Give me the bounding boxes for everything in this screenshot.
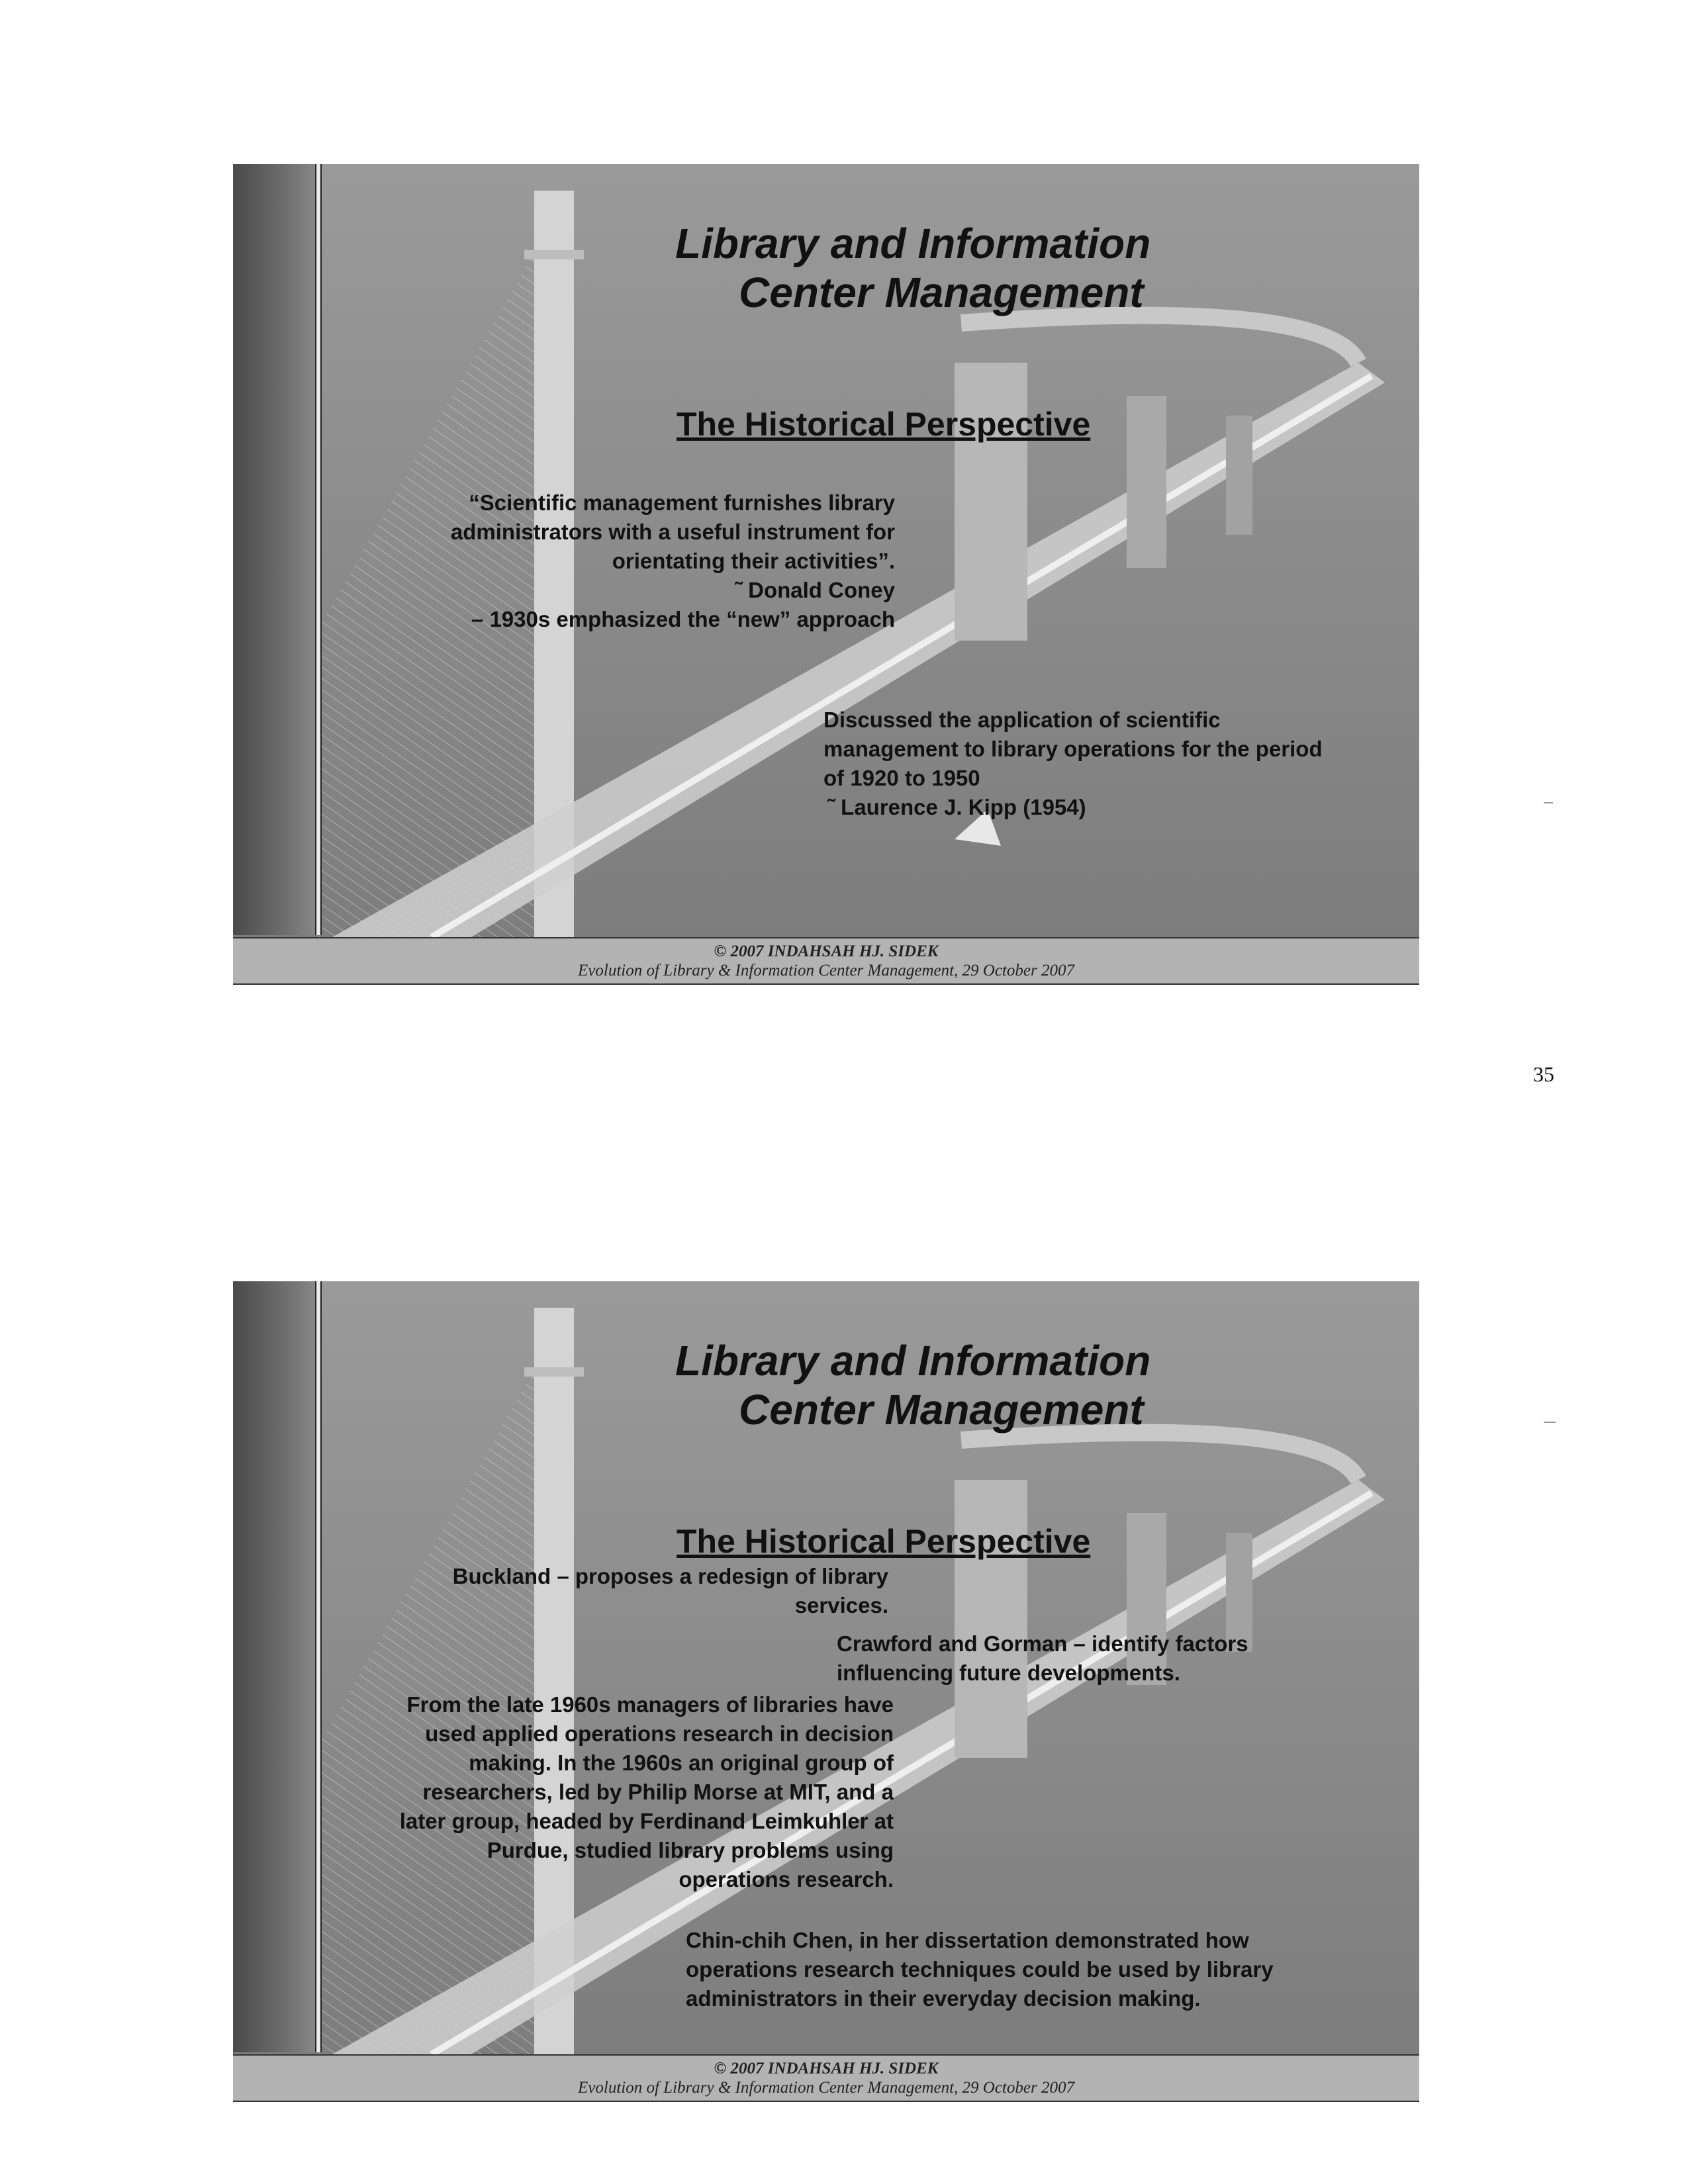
crawford-note — [837, 1629, 1248, 1688]
slide-title-line-2: Center Management — [739, 269, 1144, 316]
quote-attribution: ˜ Donald Coney — [734, 578, 895, 602]
operations-research-note — [332, 1690, 894, 1894]
slide-subtitle: The Historical Perspective — [677, 1523, 1091, 1560]
slide-subtitle: The Historical Perspective — [677, 406, 1091, 443]
footer-event: Evolution of Library & Information Center Management, 29 October 2007 — [578, 2079, 1074, 2097]
slide-title-line-2: Center Management — [739, 1386, 1144, 1433]
margin-mark — [1544, 1422, 1556, 1423]
or-line: later group, headed by Ferdinand Leimkuhler at — [399, 1809, 894, 1833]
slide-footer — [233, 2054, 1419, 2102]
quote-note: – 1930s emphasized the “new” approach — [471, 607, 895, 631]
side-rule — [315, 1281, 322, 2052]
or-line: used applied operations research in decision — [425, 1721, 894, 1746]
slide-title-line-1: Library and Information — [675, 220, 1151, 267]
footer-copyright: © 2007 INDAHSAH HJ. SIDEK — [714, 2060, 939, 2077]
buckland-line: Buckland – proposes a redesign of library — [452, 1564, 888, 1588]
kipp-line: Discussed the application of scientific — [823, 707, 1221, 732]
kipp-note — [823, 705, 1323, 822]
footer-event: Evolution of Library & Information Center Management, 29 October 2007 — [578, 962, 1074, 979]
slide-footer — [233, 937, 1419, 985]
margin-mark — [1544, 802, 1553, 803]
or-line: From the late 1960s managers of libraries have — [406, 1692, 894, 1717]
kipp-attribution: ˜ Laurence J. Kipp (1954) — [827, 795, 1086, 819]
quote-line: administrators with a useful instrument for — [450, 520, 895, 544]
slide-1 — [233, 164, 1419, 985]
buckland-line: services. — [794, 1593, 888, 1617]
chen-line: administrators in their everyday decision making. — [686, 1986, 1201, 2011]
slide-2 — [233, 1281, 1419, 2102]
chen-line: Chin-chih Chen, in her dissertation demonstrated how — [686, 1928, 1249, 1952]
side-strip — [233, 1281, 319, 2052]
kipp-line: of 1920 to 1950 — [823, 766, 980, 790]
quote-line: orientating their activities”. — [612, 549, 895, 573]
or-line: researchers, led by Philip Morse at MIT, and a — [422, 1780, 894, 1804]
crawford-line: Crawford and Gorman – identify factors — [837, 1631, 1248, 1656]
chen-line: operations research techniques could be used by library — [686, 1957, 1274, 1981]
page-number: 35 — [1533, 1062, 1554, 1086]
crawford-line: influencing future developments. — [837, 1661, 1180, 1685]
buckland-note — [385, 1562, 888, 1620]
slide-title-line-1: Library and Information — [675, 1337, 1151, 1385]
or-line: making. In the 1960s an original group of — [469, 1751, 894, 1775]
side-strip — [233, 164, 319, 935]
quote-line: “Scientific management furnishes library — [469, 490, 895, 515]
chen-note — [686, 1926, 1274, 2013]
kipp-line: management to library operations for the period — [823, 737, 1323, 761]
or-line: Purdue, studied library problems using — [487, 1838, 894, 1862]
side-rule — [315, 164, 322, 935]
coney-quote — [385, 488, 895, 634]
footer-copyright: © 2007 INDAHSAH HJ. SIDEK — [714, 942, 939, 960]
or-line: operations research. — [679, 1867, 894, 1891]
